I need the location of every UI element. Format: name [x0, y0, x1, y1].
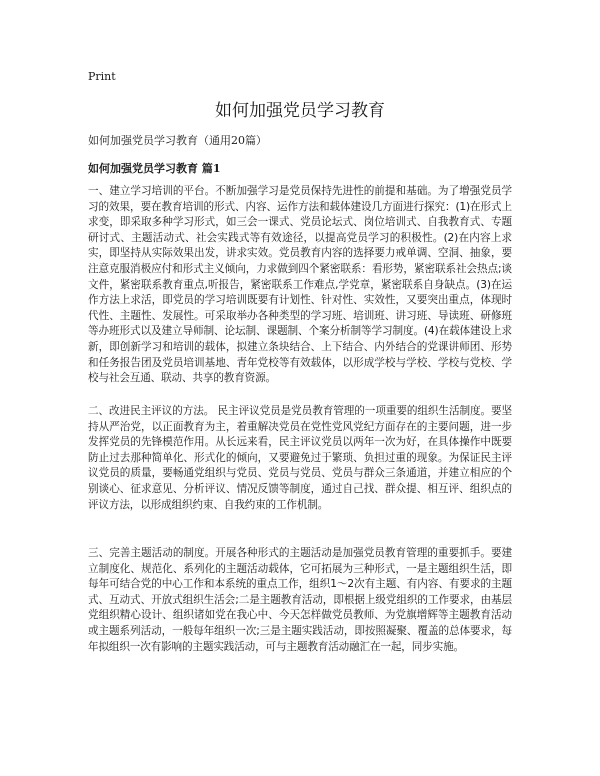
document-subtitle: 如何加强党员学习教育（通用20篇） [88, 134, 267, 147]
print-label: Print [88, 70, 116, 83]
paragraph-3: 三、完善主题活动的制度。开展各种形式的主题活动是加强党员教育管理的重要抓手。要建立制度化、规范化、系列化的主题活动载体，它可拓展为三种形式，一是主题组织生活，即每年可结合党的中心工作和本系统的重点工作，组织1～2次有主题、有内容、有要求的主题式、互动式、开放式组织生活会;二是主题教育活动，即根据上级党组织的工作要求，由基层党组织精心设计、组织诸如党在我心中、今天怎样做党员教师、为党旗增辉等主题教育活动或主题系列活动，一般每年组织一次;三是主题实践活动，即按照凝聚、覆盖的总体要求，每年拟组织一次有影响的主题实践活动，可与主题教育活动融汇在一起，同步实施。 [88, 547, 512, 653]
section-heading: 如何加强党员学习教育 篇1 [88, 162, 221, 175]
paragraph-2: 二、改进民主评议的方法。 民主评议党员是党员教育管理的一项重要的组织生活制度。要坚持从严治党，以正面教育为主，着重解决党员在党性党风党纪方面存在的主要问题，进一步发挥党员的先锋模范作用。从长远来看，民主评议党员以两年一次为好，在具体操作中既要防止过去那种简单化、形式化的倾向，又要避免过于繁琐、负担过重的现象。为保证民主评议党员的质量，要畅通党组织与党员、党员与党员、党员与群众三条通道，并建立相应的个别谈心、征求意见、分析评议、情况反馈等制度，通过自己找、群众提、相互评、组织点的评议方法，以形成组织约束、自我约束的工作机制。 [88, 405, 512, 511]
page-title: 如何加强党员学习教育 [215, 101, 385, 121]
paragraph-1: 一、建立学习培训的平台。不断加强学习是党员保持先进性的前提和基础。为了增强党员学习的效果，要在教育培训的形式、内容、运作方法和载体建设几方面进行探究：(1)在形式上求变，即采取多种学习形式，如三会一课式、党员论坛式、岗位培训式、自我教育式、专题研讨式、主题活动式、社会实践式等有效途径，以提高党员学习的积极性。(2)在内容上求实，即坚持从实际效果出发，讲求实效。党员教育内容的选择要力戒单调、空洞、抽象，要注意克服消极应付和形式主义倾向，力求做到四个紧密联系：看形势，紧密联系社会热点;谈文件，紧密联系教育重点,听报告，紧密联系工作难点,学党章，紧密联系自身缺点。(3)在运作方法上求活，即党员的学习培训既要有计划性、针对性、实效性，又要突出重点，体现时代性、主题性、发展性。可采取举办各种类型的学习班、培训班、讲习班、导读班、研修班等办班形式以及建立导师制、论坛制、课题制、个案分析制等学习制度。(4)在载体建设上求新，即创新学习和培训的载体，拟建立条块结合、上下结合、内外结合的党课讲师团、形势和任务报告团及党员培训基地、青年党校等有效载体，以形成学校与学校、学校与党校、学校与社会互通、联动、共享的教育资源。 [88, 185, 512, 385]
